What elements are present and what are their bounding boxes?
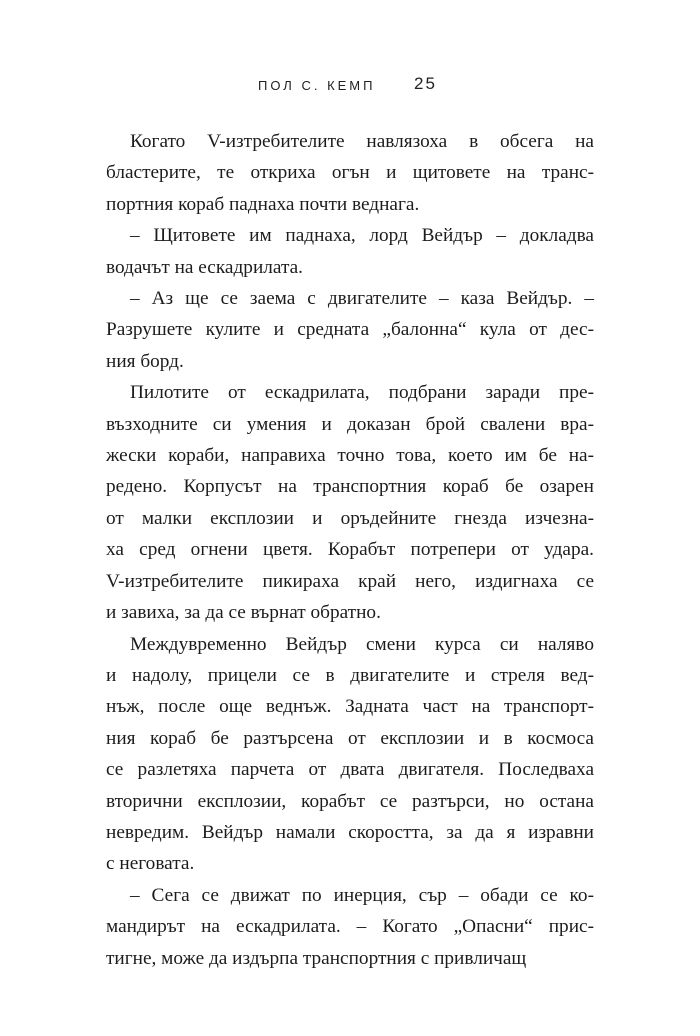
text-line: възходните си умения и доказан брой свалени вра-	[106, 413, 594, 435]
text-line: и завиха, за да се върнат обратно.	[106, 602, 381, 624]
text-line: нъж, после още веднъж. Задната част на транспорт-	[106, 696, 594, 718]
text-line: се разлетяха парчета от двата двигателя. Последваха	[106, 759, 594, 781]
text-line: мандирът на ескадрилата. – Когато „Опасни“ прис-	[106, 916, 594, 938]
paragraph	[106, 283, 594, 377]
text-line: редено. Корпусът на транспортния кораб бе озарен	[106, 476, 594, 498]
text-line: Когато V-изтребителите навлязоха в обсега на	[130, 131, 594, 152]
text-line: водачът на ескадрилата.	[106, 256, 303, 278]
text-line: жески кораби, направиха точно това, което им бе на-	[106, 445, 594, 467]
text-line: вторични експлозии, корабът се разтърси, но остана	[106, 790, 594, 812]
text-line: – Сега се движат по инерция, сър – обади се ко-	[130, 884, 594, 906]
text-line: Пилотите от ескадрилата, подбрани заради пре-	[130, 382, 594, 404]
text-line: бластерите, те откриха огън и щитовете на транс-	[106, 162, 594, 184]
text-line: от малки експлозии и оръдейните гнезда изчезна-	[106, 507, 594, 529]
running-head	[0, 74, 700, 98]
text-line: ния кораб бе разтърсена от експлозии и в космоса	[106, 727, 594, 749]
paragraph	[106, 880, 594, 974]
text-line: ния борд.	[106, 350, 184, 372]
text-line: V-изтребителите пикираха край него, издигнаха се	[106, 570, 594, 592]
page-number: 25	[414, 74, 437, 93]
text-line: Разрушете кулите и средната „балонна“ кула от дес-	[106, 319, 594, 341]
author-name: ПОЛ С. КЕМП	[258, 78, 376, 93]
paragraph	[106, 220, 594, 283]
text-line: невредим. Вейдър намали скоростта, за да я изравни	[106, 821, 594, 843]
text-line: и надолу, прицели се в двигателите и стреля вед-	[106, 664, 594, 686]
paragraph	[106, 629, 594, 880]
text-line: тигне, може да издърпа транспортния с привличащ	[106, 947, 527, 969]
body-text	[106, 126, 594, 974]
text-line: Междувременно Вейдър смени курса си наляво	[130, 633, 594, 655]
text-line: с неговата.	[106, 853, 195, 875]
text-line: – Щитовете им паднаха, лорд Вейдър – докладва	[130, 225, 594, 247]
text-line: – Аз ще се заема с двигателите – каза Вейдър. –	[130, 288, 594, 310]
text-line: портния кораб паднаха почти веднага.	[106, 193, 420, 215]
paragraph	[106, 377, 594, 628]
text-line: ха сред огнени цветя. Корабът потрепери от удара.	[106, 539, 594, 561]
paragraph	[106, 126, 594, 220]
